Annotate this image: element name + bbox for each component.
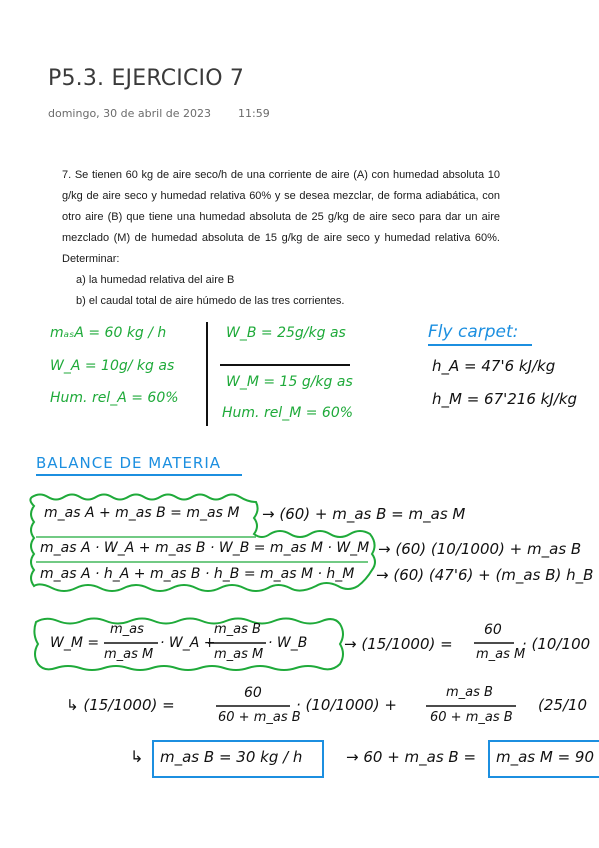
note-humrel-m: Hum. rel_M = 60% [222, 405, 354, 421]
equation-mass-balance: m_as A + m_as B = m_as M [44, 505, 240, 521]
eq4-den1: m_as M [104, 647, 154, 662]
fly-carpet-label: Fly carpet: [428, 322, 519, 342]
eq4-num2: m_as B [214, 622, 261, 637]
note-wm: W_M = 15 g/kg as [226, 374, 353, 390]
result-mas-m: m_as M = 90 [496, 748, 595, 766]
eq6-arrow: ↳ [130, 747, 144, 766]
eq4-right: → (15/1000) = [344, 635, 453, 653]
equation-water-balance-result: → (60) (10/1000) + m_as B [378, 540, 582, 558]
eq4-right-num: 60 [484, 622, 502, 638]
eq5-left: ↳ (15/1000) = [66, 696, 175, 714]
eq6-right: → 60 + m_as B = [346, 748, 477, 766]
result-mas-b: m_as B = 30 kg / h [160, 748, 303, 766]
equation-water-balance: m_as A · W_A + m_as B · W_B = m_as M · W_M [40, 540, 370, 556]
problem-item-a: a) la humedad relativa del aire B [76, 274, 235, 286]
eq4-end: · W_B [268, 635, 308, 651]
eq4-right-end: · (10/100 [522, 635, 591, 653]
page-time: 11:59 [238, 107, 270, 120]
equation-energy-balance: m_as A · h_A + m_as B · h_B = m_as M · h_M [40, 566, 355, 582]
note-humrel-a: Hum. rel_A = 60% [50, 390, 179, 406]
eq5-num1: 60 [244, 685, 262, 701]
eq4-mid: · W_A + [160, 635, 216, 651]
equation-mass-balance-result: → (60) + m_as B = m_as M [262, 505, 466, 523]
eq4-num1: m_as [110, 622, 144, 637]
note-hm: h_M = 67'216 kJ/kg [432, 390, 578, 408]
eq5-mid: · (10/1000) + [296, 696, 397, 714]
page-date: domingo, 30 de abril de 2023 [48, 107, 211, 120]
eq4-den2: m_as M [214, 647, 264, 662]
problem-statement: 7. Se tienen 60 kg de aire seco/h de una corriente de aire (A) con humedad absoluta 10 g/kg de aire seco y humedad relativa 60% y se desea mezclar, de forma adiabática, con otro aire (B) que tiene una humedad absoluta de 25 g/kg de aire seco para dar un aire mezclado (M) de humedad absoluta de 15 g/kg de aire seco y humedad relativa 60%. Determinar: [62, 169, 500, 265]
eq4-left: W_M = [50, 635, 100, 651]
note-ha: h_A = 47'6 kJ/kg [432, 357, 556, 375]
eq4-right-den: m_as M [476, 647, 526, 662]
eq5-den2: 60 + m_as B [430, 710, 513, 725]
eq5-end: (25/10 [538, 696, 588, 714]
problem-item-b: b) el caudal total de aire húmedo de las tres corrientes. [76, 295, 345, 307]
eq5-num2: m_as B [446, 685, 493, 700]
note-mas-a: mₐₛA = 60 kg / h [50, 325, 167, 341]
balance-heading: BALANCE DE MATERIA [36, 454, 222, 472]
equation-energy-balance-result: → (60) (47'6) + (m_as B) h_B [376, 566, 594, 584]
note-wa: W_A = 10g/ kg as [50, 358, 175, 374]
page-title: P5.3. EJERCICIO 7 [48, 66, 245, 91]
note-wb: W_B = 25g/kg as [226, 325, 346, 341]
eq5-den1: 60 + m_as B [218, 710, 301, 725]
